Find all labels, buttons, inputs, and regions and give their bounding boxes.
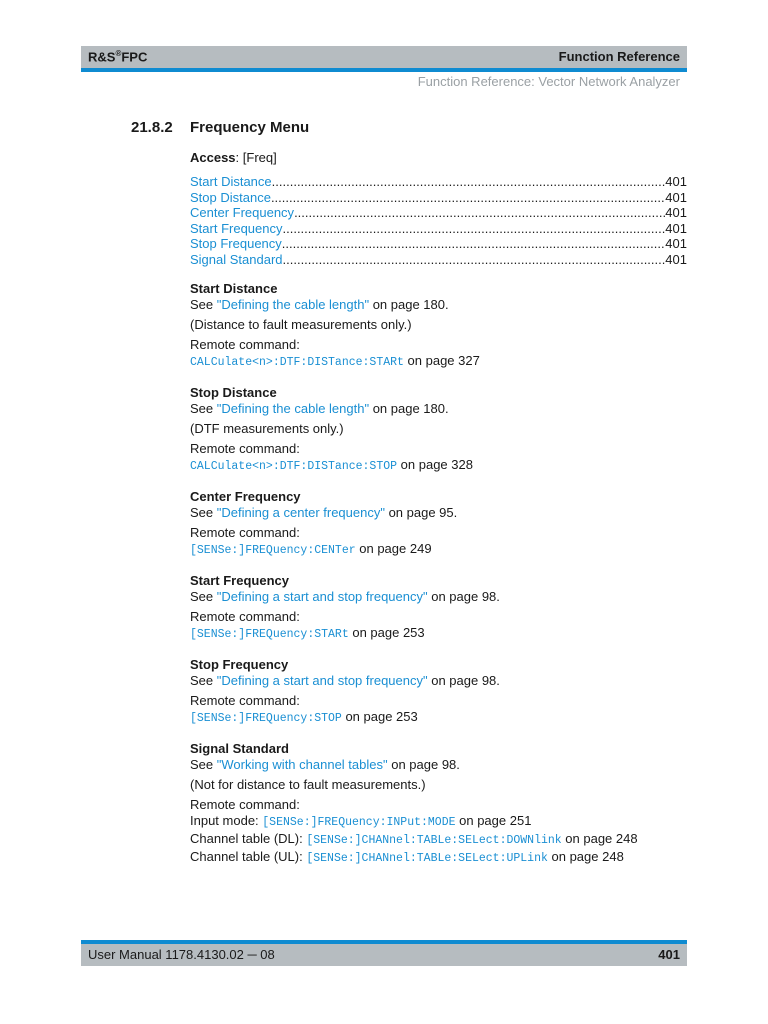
entry-title: Stop Distance xyxy=(190,385,277,400)
footer-page-number: 401 xyxy=(658,947,680,962)
toc-page: 401 xyxy=(665,205,687,220)
toc-page: 401 xyxy=(665,220,687,236)
remote-command-link[interactable]: CALCulate<n>:DTF:DISTance:STOP xyxy=(190,460,398,473)
toc-leader xyxy=(283,252,666,268)
remote-command-line: [SENSe:]FREQuency:STARt on page 253 xyxy=(190,625,425,641)
remote-command-line: [SENSe:]FREQuency:STOP on page 253 xyxy=(190,709,418,725)
see-line: See "Defining a start and stop frequency" on page 98. xyxy=(190,589,500,604)
entry-title: Start Frequency xyxy=(190,573,289,588)
remote-command-link[interactable]: [SENSe:]FREQuency:STARt xyxy=(190,628,349,641)
toc-item-stop-distance xyxy=(190,190,687,206)
remote-command-label: Remote command: xyxy=(190,797,300,812)
remote-command-label: Remote command: xyxy=(190,609,300,624)
toc-item-center-frequency xyxy=(190,205,687,221)
remote-command-label: Remote command: xyxy=(190,525,300,540)
entry-title: Stop Frequency xyxy=(190,657,289,672)
remote-command-link[interactable]: [SENSe:]FREQuency:INPut:MODE xyxy=(262,816,456,829)
see-line: See "Defining the cable length" on page 180. xyxy=(190,401,449,416)
input-mode-line: Input mode: [SENSe:]FREQuency:INPut:MODE on page 251 xyxy=(190,813,532,829)
table-of-contents xyxy=(190,174,687,267)
toc-page: 401 xyxy=(665,236,687,251)
section-number: 21.8.2 xyxy=(131,119,173,136)
toc-link[interactable]: Start Distance xyxy=(190,174,272,189)
cross-reference-link[interactable]: "Working with channel tables" xyxy=(216,757,388,772)
access-label: Access xyxy=(190,150,236,165)
entry-center-frequency xyxy=(190,489,687,559)
toc-link[interactable]: Center Frequency xyxy=(190,205,295,220)
footer-manual-id: User Manual 1178.4130.02 ─ 08 xyxy=(88,947,275,962)
remote-command-label: Remote command: xyxy=(190,693,300,708)
remote-command-link[interactable]: [SENSe:]FREQuency:STOP xyxy=(190,712,342,725)
toc-link[interactable]: Start Frequency xyxy=(190,220,283,236)
section-title: Frequency Menu xyxy=(190,119,310,136)
entry-title: Signal Standard xyxy=(190,741,289,756)
entry-stop-frequency xyxy=(190,657,687,727)
entry-signal-standard xyxy=(190,741,687,867)
remote-command-line: CALCulate<n>:DTF:DISTance:STOP on page 328 xyxy=(190,457,473,473)
see-line: See "Defining the cable length" on page 180. xyxy=(190,297,449,312)
entry-note: (Distance to fault measurements only.) xyxy=(190,317,412,332)
cross-reference-link[interactable]: "Defining a start and stop frequency" xyxy=(216,589,428,604)
toc-item-signal-standard xyxy=(190,252,687,268)
toc-leader xyxy=(272,174,666,190)
channel-table-dl-line: Channel table (DL): [SENSe:]CHANnel:TABLe:SELect:DOWNlink on page 248 xyxy=(190,831,638,847)
cross-reference-link[interactable]: "Defining a start and stop frequency" xyxy=(216,673,428,688)
page-content xyxy=(190,150,687,881)
toc-page: 401 xyxy=(665,189,687,205)
entry-start-frequency xyxy=(190,573,687,643)
toc-item-start-frequency xyxy=(190,221,687,237)
entry-note: (DTF measurements only.) xyxy=(190,421,344,436)
header-accent-line xyxy=(81,68,687,72)
toc-leader xyxy=(294,205,665,221)
toc-link[interactable]: Stop Frequency xyxy=(190,236,282,251)
remote-command-label: Remote command: xyxy=(190,441,300,456)
cross-reference-link[interactable]: "Defining a center frequency" xyxy=(216,505,385,520)
toc-page: 401 xyxy=(665,251,687,267)
entry-note: (Not for distance to fault measurements.) xyxy=(190,777,426,792)
header-subtitle: Function Reference: Vector Network Analyzer xyxy=(417,74,680,89)
toc-page: 401 xyxy=(665,174,687,189)
remote-command-line: CALCulate<n>:DTF:DISTance:STARt on page 327 xyxy=(190,353,480,369)
see-line: See "Defining a center frequency" on page 95. xyxy=(190,505,458,520)
remote-command-label: Remote command: xyxy=(190,337,300,352)
remote-command-link[interactable]: [SENSe:]FREQuency:CENTer xyxy=(190,544,356,557)
remote-command-link[interactable]: [SENSe:]CHANnel:TABLe:SELect:DOWNlink xyxy=(306,834,562,847)
remote-command-link[interactable]: [SENSe:]CHANnel:TABLe:SELect:UPLink xyxy=(306,852,548,865)
toc-leader xyxy=(283,221,666,237)
toc-leader xyxy=(271,190,665,206)
access-line xyxy=(190,150,687,166)
toc-leader xyxy=(282,236,666,252)
toc-item-start-distance xyxy=(190,174,687,190)
cross-reference-link[interactable]: "Defining the cable length" xyxy=(216,297,370,312)
see-line: See "Defining a start and stop frequency" on page 98. xyxy=(190,673,500,688)
entry-title: Start Distance xyxy=(190,281,278,296)
product-name: R&S®FPC xyxy=(88,49,148,65)
entry-stop-distance xyxy=(190,385,687,475)
remote-command-line: [SENSe:]FREQuency:CENTer on page 249 xyxy=(190,541,432,557)
toc-item-stop-frequency xyxy=(190,236,687,252)
header-title: Function Reference xyxy=(558,49,680,64)
cross-reference-link[interactable]: "Defining the cable length" xyxy=(216,401,370,416)
entry-start-distance xyxy=(190,281,687,371)
entry-title: Center Frequency xyxy=(190,489,301,504)
remote-command-link[interactable]: CALCulate<n>:DTF:DISTance:STARt xyxy=(190,356,404,369)
access-value: : [Freq] xyxy=(235,150,277,165)
see-line: See "Working with channel tables" on page 98. xyxy=(190,757,460,772)
channel-table-ul-line: Channel table (UL): [SENSe:]CHANnel:TABLe:SELect:UPLink on page 248 xyxy=(190,849,624,865)
toc-link[interactable]: Stop Distance xyxy=(190,189,271,205)
toc-link[interactable]: Signal Standard xyxy=(190,251,283,267)
